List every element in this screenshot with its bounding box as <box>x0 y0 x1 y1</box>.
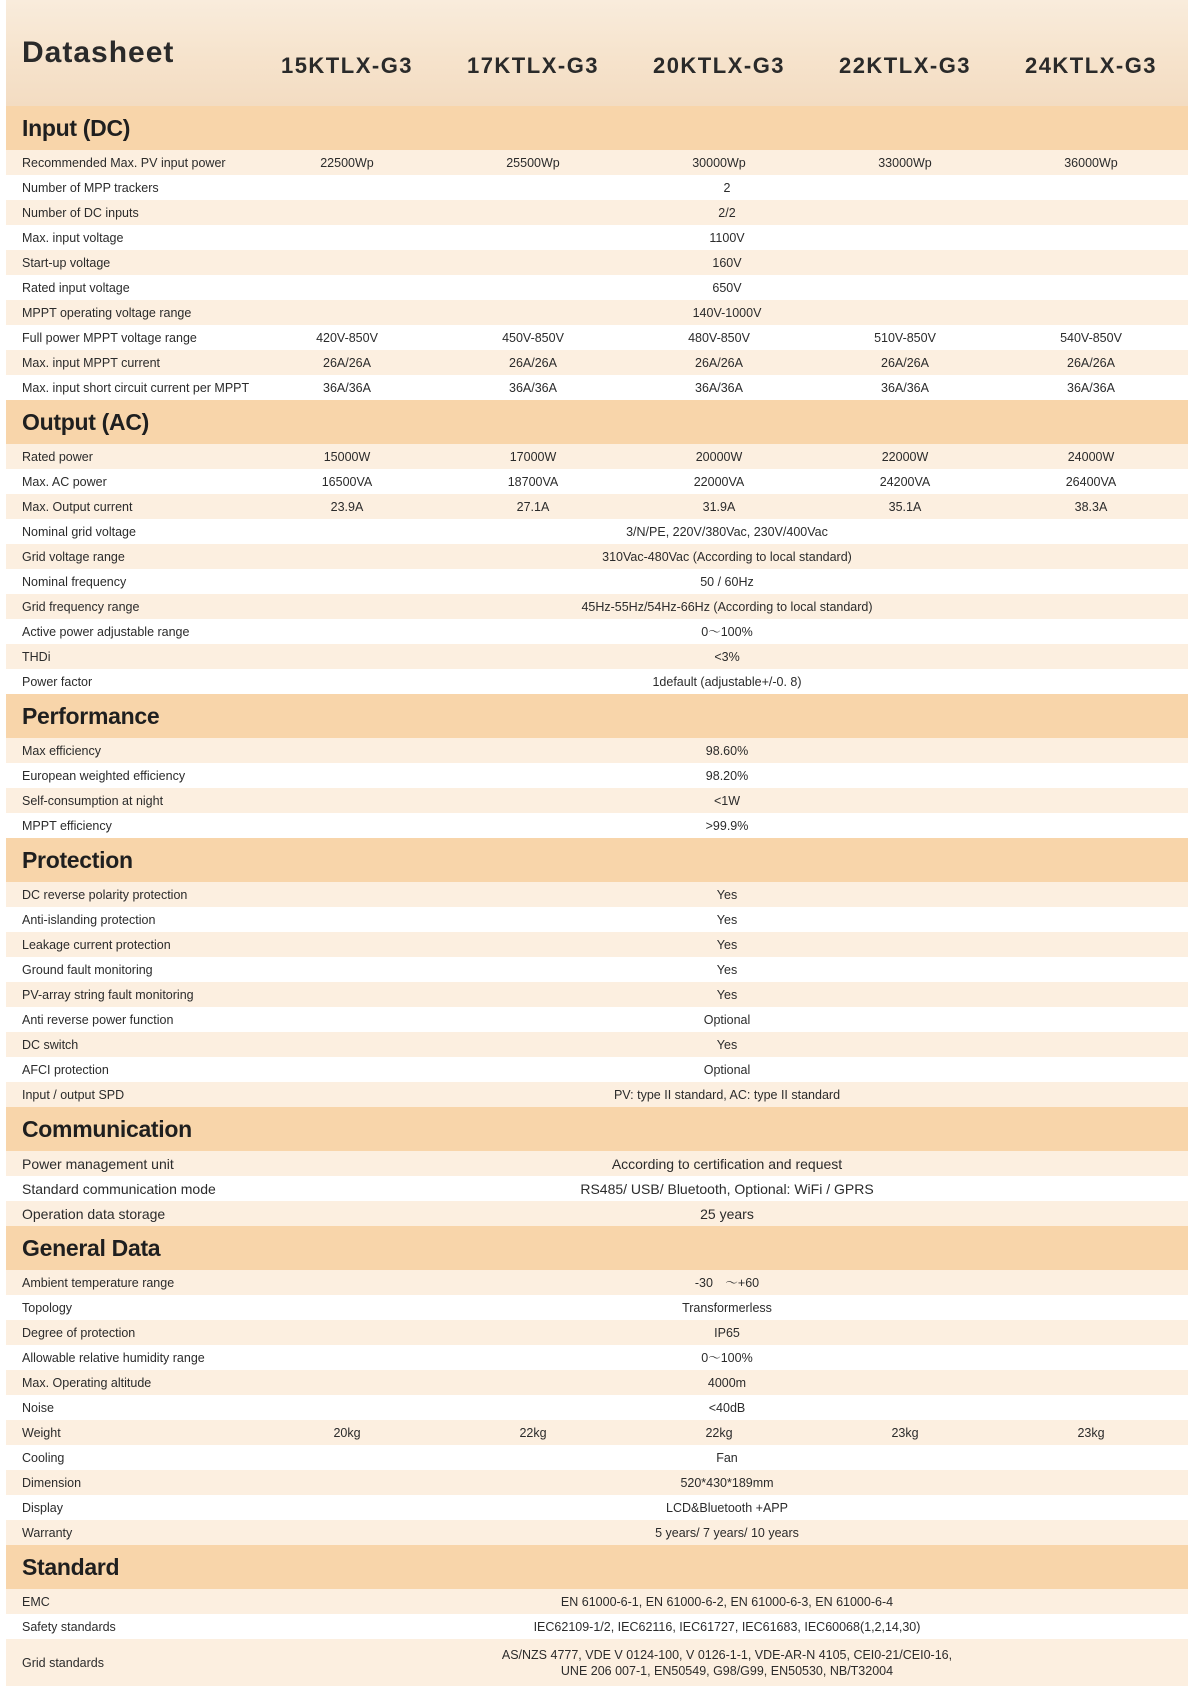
spec-label: Nominal frequency <box>22 574 127 589</box>
spec-label: Anti-islanding protection <box>22 912 156 927</box>
spec-label: Display <box>22 1500 63 1515</box>
spec-row <box>6 469 1188 494</box>
spec-value: 510V-850V <box>874 330 936 345</box>
spec-value-shared: 1100V <box>709 230 745 245</box>
spec-label: EMC <box>22 1594 50 1609</box>
spec-value-shared: 0～100% <box>701 624 753 639</box>
spec-label: Max. input short circuit current per MPPT <box>22 380 250 395</box>
spec-row <box>6 1201 1188 1226</box>
spec-value: 540V-850V <box>1060 330 1122 345</box>
spec-row <box>6 175 1188 200</box>
spec-row <box>6 763 1188 788</box>
spec-value: 36A/36A <box>323 380 371 395</box>
spec-value-shared: Yes <box>716 1037 738 1052</box>
spec-value: 480V-850V <box>688 330 750 345</box>
section-heading-performance: Performance <box>6 694 1188 738</box>
spec-row <box>6 594 1188 619</box>
spec-label: Nominal grid voltage <box>22 524 136 539</box>
spec-value: 24000W <box>1067 449 1115 464</box>
spec-label: Warranty <box>22 1525 73 1540</box>
spec-label: Anti reverse power function <box>22 1012 174 1027</box>
spec-value: 22kg <box>705 1425 733 1440</box>
spec-value-shared: Yes <box>716 937 738 952</box>
spec-value: 23kg <box>1077 1425 1105 1440</box>
spec-row <box>6 200 1188 225</box>
spec-value: 25500Wp <box>506 155 560 170</box>
spec-value: 27.1A <box>516 499 550 514</box>
spec-row <box>6 1395 1188 1420</box>
spec-row <box>6 813 1188 838</box>
spec-row <box>6 907 1188 932</box>
spec-value: 26A/26A <box>881 355 929 370</box>
spec-row <box>6 569 1188 594</box>
spec-row <box>6 1370 1188 1395</box>
spec-label: Start-up voltage <box>22 255 111 270</box>
spec-value: 26A/26A <box>695 355 743 370</box>
model-header-20ktlx: 20KTLX-G3 <box>652 53 786 78</box>
spec-value: 420V-850V <box>316 330 378 345</box>
spec-label: DC switch <box>22 1037 79 1052</box>
spec-label: Self-consumption at night <box>22 793 164 808</box>
spec-label: Allowable relative humidity range <box>22 1350 205 1365</box>
spec-row <box>6 1320 1188 1345</box>
spec-value-shared: 98.20% <box>705 768 749 783</box>
spec-value-shared: 650V <box>712 280 742 295</box>
spec-label: Grid standards <box>22 1655 104 1670</box>
spec-value: 26400VA <box>1065 474 1117 489</box>
spec-label: Full power MPPT voltage range <box>22 330 197 345</box>
spec-value-shared: 1default (adjustable+/-0. 8) <box>652 674 802 689</box>
spec-row <box>6 1495 1188 1520</box>
section-heading-general-data: General Data <box>6 1226 1188 1270</box>
spec-label: Topology <box>22 1300 73 1315</box>
spec-label: Grid frequency range <box>22 599 140 614</box>
spec-row <box>6 1270 1188 1295</box>
spec-label: Power factor <box>22 674 93 689</box>
spec-value: 30000Wp <box>692 155 746 170</box>
spec-value: 26A/26A <box>1067 355 1115 370</box>
spec-row <box>6 300 1188 325</box>
spec-value-shared: Fan <box>716 1450 738 1465</box>
spec-label: Cooling <box>22 1450 65 1465</box>
spec-row <box>6 932 1188 957</box>
spec-row <box>6 1151 1188 1176</box>
spec-label: Ground fault monitoring <box>22 962 153 977</box>
spec-row <box>6 882 1188 907</box>
spec-row <box>6 225 1188 250</box>
spec-label: Leakage current protection <box>22 937 171 952</box>
page-title: Datasheet <box>22 36 175 69</box>
spec-row <box>6 1420 1188 1445</box>
spec-row <box>6 494 1188 519</box>
spec-value-shared: 3/N/PE, 220V/380Vac, 230V/400Vac <box>626 524 828 539</box>
spec-value: 15000W <box>323 449 371 464</box>
spec-label: PV-array string fault monitoring <box>22 987 194 1002</box>
spec-value-shared: According to certification and request <box>611 1155 843 1172</box>
spec-label: Ambient temperature range <box>22 1275 175 1290</box>
spec-row <box>6 275 1188 300</box>
spec-value: 24200VA <box>879 474 931 489</box>
spec-label: Standard communication mode <box>22 1180 216 1197</box>
spec-label: Recommended Max. PV input power <box>22 155 226 170</box>
datasheet-header <box>6 0 1188 106</box>
spec-value-shared: 98.60% <box>705 743 749 758</box>
spec-value-shared: 2 <box>723 180 731 195</box>
section-heading-communication: Communication <box>6 1107 1188 1151</box>
spec-label: Max. input voltage <box>22 230 124 245</box>
spec-value-shared: 140V-1000V <box>692 305 762 320</box>
spec-value: 22000W <box>881 449 929 464</box>
spec-value-shared: Transformerless <box>682 1300 772 1315</box>
spec-label: Operation data storage <box>22 1205 166 1222</box>
spec-row <box>6 1520 1188 1545</box>
spec-value: 23.9A <box>330 499 364 514</box>
spec-value-shared: RS485/ USB/ Bluetooth, Optional: WiFi / GPRS <box>580 1180 874 1197</box>
spec-row <box>6 788 1188 813</box>
spec-value: 16500VA <box>321 474 373 489</box>
section-heading-protection: Protection <box>6 838 1188 882</box>
spec-value: 18700VA <box>507 474 559 489</box>
spec-value: 31.9A <box>702 499 736 514</box>
spec-row <box>6 375 1188 400</box>
spec-value-shared: <1W <box>713 793 741 808</box>
spec-label: Max. AC power <box>22 474 107 489</box>
spec-row <box>6 1589 1188 1614</box>
spec-sections <box>6 106 1188 1686</box>
spec-value: 17000W <box>509 449 557 464</box>
spec-label: Max. Output current <box>22 499 133 514</box>
spec-value-shared: 2/2 <box>718 205 736 220</box>
spec-row <box>6 982 1188 1007</box>
spec-row <box>6 1032 1188 1057</box>
spec-value-shared: 4000m <box>707 1375 747 1390</box>
section-heading-input-dc: Input (DC) <box>6 106 1188 150</box>
spec-value: 36A/36A <box>881 380 929 395</box>
spec-value-shared: >99.9% <box>705 818 749 833</box>
spec-value: 33000Wp <box>878 155 932 170</box>
spec-value: 450V-850V <box>502 330 564 345</box>
spec-row <box>6 669 1188 694</box>
spec-value-shared: <40dB <box>708 1400 746 1415</box>
spec-value-shared: Yes <box>716 987 738 1002</box>
spec-row <box>6 544 1188 569</box>
spec-value-shared: 5 years/ 7 years/ 10 years <box>655 1525 799 1540</box>
spec-value-shared: Yes <box>716 962 738 977</box>
spec-label: Noise <box>22 1400 54 1415</box>
spec-label: MPPT operating voltage range <box>22 305 192 320</box>
spec-label: DC reverse polarity protection <box>22 887 188 902</box>
spec-value: 26A/26A <box>323 355 371 370</box>
spec-row <box>6 444 1188 469</box>
spec-row <box>6 1445 1188 1470</box>
spec-label: Degree of protection <box>22 1325 136 1340</box>
spec-row <box>6 738 1188 763</box>
spec-value-shared: Optional <box>703 1012 751 1027</box>
spec-label: Grid voltage range <box>22 549 125 564</box>
spec-value: 38.3A <box>1074 499 1108 514</box>
spec-value: 22kg <box>519 1425 547 1440</box>
spec-value-shared: PV: type II standard, AC: type II standard <box>613 1087 841 1102</box>
spec-row <box>6 350 1188 375</box>
spec-row <box>6 957 1188 982</box>
spec-label: Power management unit <box>22 1155 174 1172</box>
spec-row <box>6 644 1188 669</box>
spec-label: Number of DC inputs <box>22 205 139 220</box>
spec-value: 20kg <box>333 1425 361 1440</box>
spec-value-shared: 25 years <box>700 1205 754 1222</box>
model-header-24ktlx: 24KTLX-G3 <box>1024 53 1158 78</box>
spec-row <box>6 519 1188 544</box>
spec-value-shared: EN 61000-6-1, EN 61000-6-2, EN 61000-6-3, EN 61000-6-4 <box>560 1594 894 1609</box>
spec-value: 36A/36A <box>1067 380 1115 395</box>
spec-row <box>6 250 1188 275</box>
spec-value-shared: Yes <box>716 912 738 927</box>
spec-row <box>6 1470 1188 1495</box>
spec-value-shared: 160V <box>712 255 742 270</box>
spec-value: 22000VA <box>693 474 745 489</box>
spec-label: Max efficiency <box>22 743 101 758</box>
spec-value-shared: 310Vac-480Vac (According to local standard) <box>602 549 852 564</box>
spec-row <box>6 1057 1188 1082</box>
section-heading-output-ac: Output (AC) <box>6 400 1188 444</box>
spec-value-shared: IP65 <box>714 1325 740 1340</box>
spec-value-shared: Optional <box>703 1062 751 1077</box>
spec-label: European weighted efficiency <box>22 768 186 783</box>
spec-value-shared: LCD&Bluetooth +APP <box>666 1500 788 1515</box>
spec-label: Safety standards <box>22 1619 116 1634</box>
spec-value: 20000W <box>695 449 743 464</box>
spec-value-shared: 0～100% <box>701 1350 753 1365</box>
spec-row <box>6 1614 1188 1639</box>
spec-row <box>6 1082 1188 1107</box>
spec-label: Dimension <box>22 1475 82 1490</box>
spec-label: Rated power <box>22 449 93 464</box>
spec-value-shared: AS/NZS 4777, VDE V 0124-100, V 0126-1-1, VDE-AR-N 4105, CEI0-21/CEI0-16, UNE 206 007-1, EN50549, G98/G99, EN50530, NB/T32004 <box>501 1647 953 1678</box>
spec-value: 35.1A <box>888 499 922 514</box>
spec-value-shared: 45Hz-55Hz/54Hz-66Hz (According to local standard) <box>581 599 873 614</box>
model-header-22ktlx: 22KTLX-G3 <box>838 53 972 78</box>
spec-row <box>6 619 1188 644</box>
spec-row <box>6 1345 1188 1370</box>
spec-value: 26A/26A <box>509 355 557 370</box>
spec-label: Number of MPP trackers <box>22 180 159 195</box>
spec-row <box>6 150 1188 175</box>
spec-row <box>6 1639 1188 1686</box>
section-heading-standard: Standard <box>6 1545 1188 1589</box>
spec-value: 23kg <box>891 1425 919 1440</box>
spec-row <box>6 1176 1188 1201</box>
spec-row <box>6 1007 1188 1032</box>
spec-value-shared: 520*430*189mm <box>680 1475 774 1490</box>
spec-label: Max. Operating altitude <box>22 1375 152 1390</box>
spec-label: Input / output SPD <box>22 1087 125 1102</box>
spec-value: 36A/36A <box>695 380 743 395</box>
spec-value-shared: IEC62109-1/2, IEC62116, IEC61727, IEC61683, IEC60068(1,2,14,30) <box>533 1619 921 1634</box>
spec-label: Rated input voltage <box>22 280 130 295</box>
model-header-15ktlx: 15KTLX-G3 <box>280 53 414 78</box>
spec-value-shared: Yes <box>716 887 738 902</box>
spec-label: Active power adjustable range <box>22 624 190 639</box>
spec-row <box>6 325 1188 350</box>
spec-label: Weight <box>22 1425 61 1440</box>
datasheet <box>6 0 1188 1686</box>
spec-value: 36A/36A <box>509 380 557 395</box>
spec-value-shared: <3% <box>714 649 740 664</box>
spec-value-shared: 50 / 60Hz <box>700 574 754 589</box>
spec-value-shared: -30 ～+60 <box>694 1275 760 1290</box>
spec-label: AFCI protection <box>22 1062 109 1077</box>
spec-row <box>6 1295 1188 1320</box>
spec-label: Max. input MPPT current <box>22 355 161 370</box>
spec-value: 22500Wp <box>320 155 374 170</box>
spec-value: 36000Wp <box>1064 155 1118 170</box>
model-header-17ktlx: 17KTLX-G3 <box>466 53 600 78</box>
spec-label: MPPT efficiency <box>22 818 112 833</box>
spec-label: THDi <box>22 649 51 664</box>
